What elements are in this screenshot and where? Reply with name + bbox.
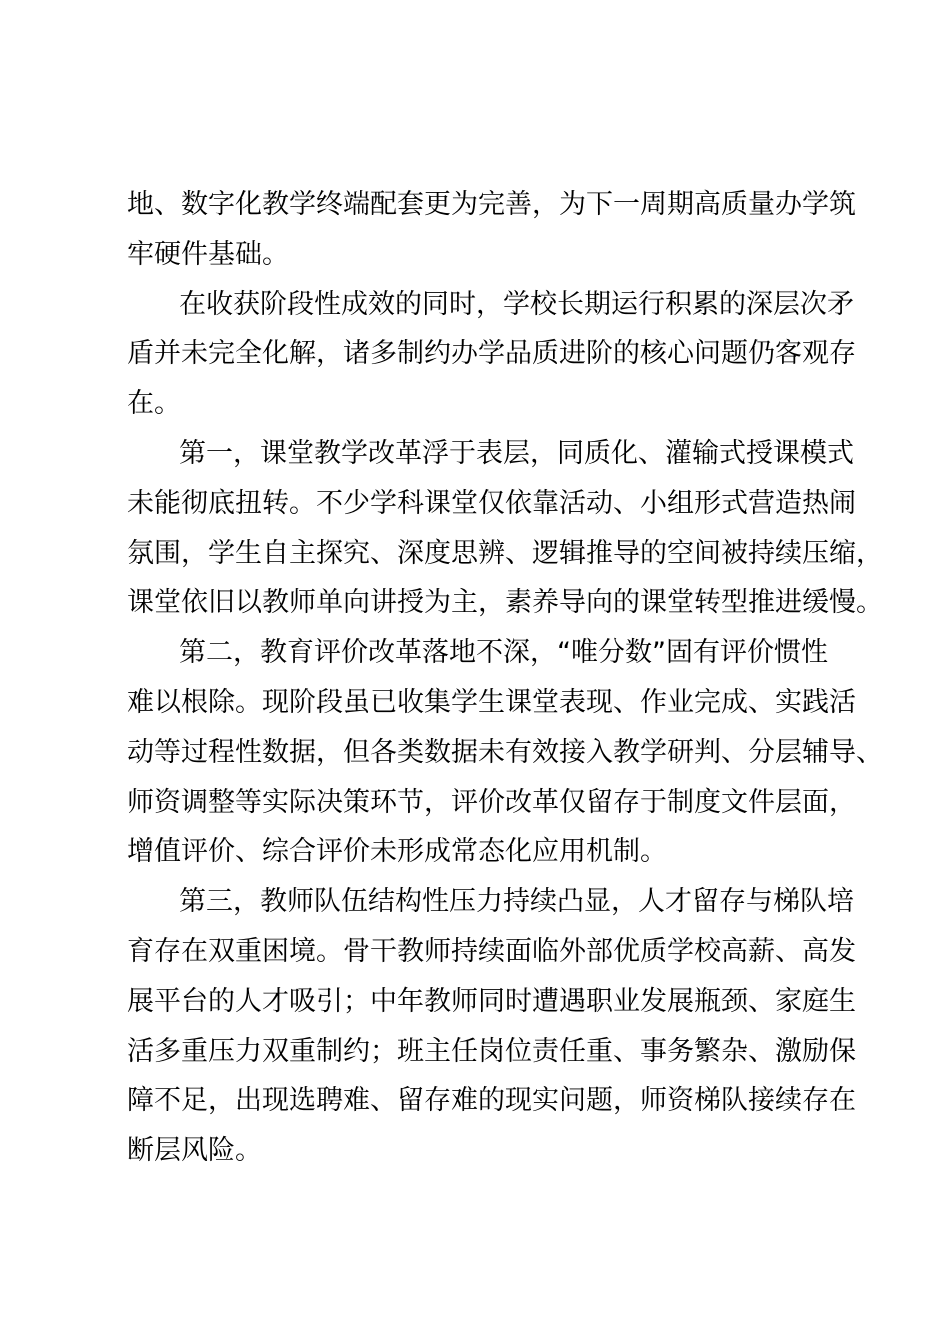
- text-line: 障不足，出现选聘难、留存难的现实问题，师资梯队接续存在: [127, 1085, 856, 1117]
- text-line: 展平台的人才吸引；中年教师同时遭遇职业发展瓶颈、家庭生: [127, 985, 856, 1017]
- text-line: 课堂依旧以教师单向讲授为主，素养导向的课堂转型推进缓慢。: [127, 587, 883, 619]
- text-line: 地、数字化教学终端配套更为完善，为下一周期高质量办学筑: [127, 189, 856, 220]
- body-text: [127, 180, 883, 1176]
- text-line: 第三，教师队伍结构性压力持续凸显，人才留存与梯队培: [179, 886, 854, 918]
- text-line: 活多重压力双重制约；班主任岗位责任重、事务繁杂、激励保: [127, 1035, 856, 1067]
- text-line: 未能彻底扭转。不少学科课堂仅依靠活动、小组形式营造热闹: [127, 487, 856, 519]
- text-line: 第一，课堂教学改革浮于表层，同质化、灌输式授课模式: [179, 437, 854, 469]
- text-line: 师资调整等实际决策环节，评价改革仅留存于制度文件层面，: [127, 786, 856, 818]
- paragraph-point-three: [127, 877, 856, 1176]
- text-line: 增值评价、综合评价未形成常态化应用机制。: [127, 836, 667, 868]
- paragraph-continuation: [127, 180, 856, 280]
- text-line: 动等过程性数据，但各类数据未有效接入教学研判、分层辅导、: [127, 736, 883, 768]
- text-line: 氛围，学生自主探究、深度思辨、逻辑推导的空间被持续压缩，: [127, 537, 883, 569]
- text-line: 难以根除。现阶段虽已收集学生课堂表现、作业完成、实践活: [127, 686, 856, 718]
- text-line: 断层风险。: [127, 1135, 262, 1167]
- text-line: 盾并未完全化解，诸多制约办学品质进阶的核心问题仍客观存: [127, 338, 856, 370]
- paragraph-point-one: [127, 429, 883, 628]
- text-line: 在。: [127, 388, 181, 420]
- text-line: 在收获阶段性成效的同时，学校长期运行积累的深层次矛: [179, 288, 854, 320]
- text-line: 第二，教育评价改革落地不深，“唯分数”固有评价惯性: [179, 637, 828, 669]
- paragraph-point-two: [127, 628, 883, 877]
- text-line: 牢硬件基础。: [127, 238, 289, 270]
- text-line: 育存在双重困境。骨干教师持续面临外部优质学校高薪、高发: [127, 935, 856, 967]
- paragraph-overview: [127, 280, 856, 429]
